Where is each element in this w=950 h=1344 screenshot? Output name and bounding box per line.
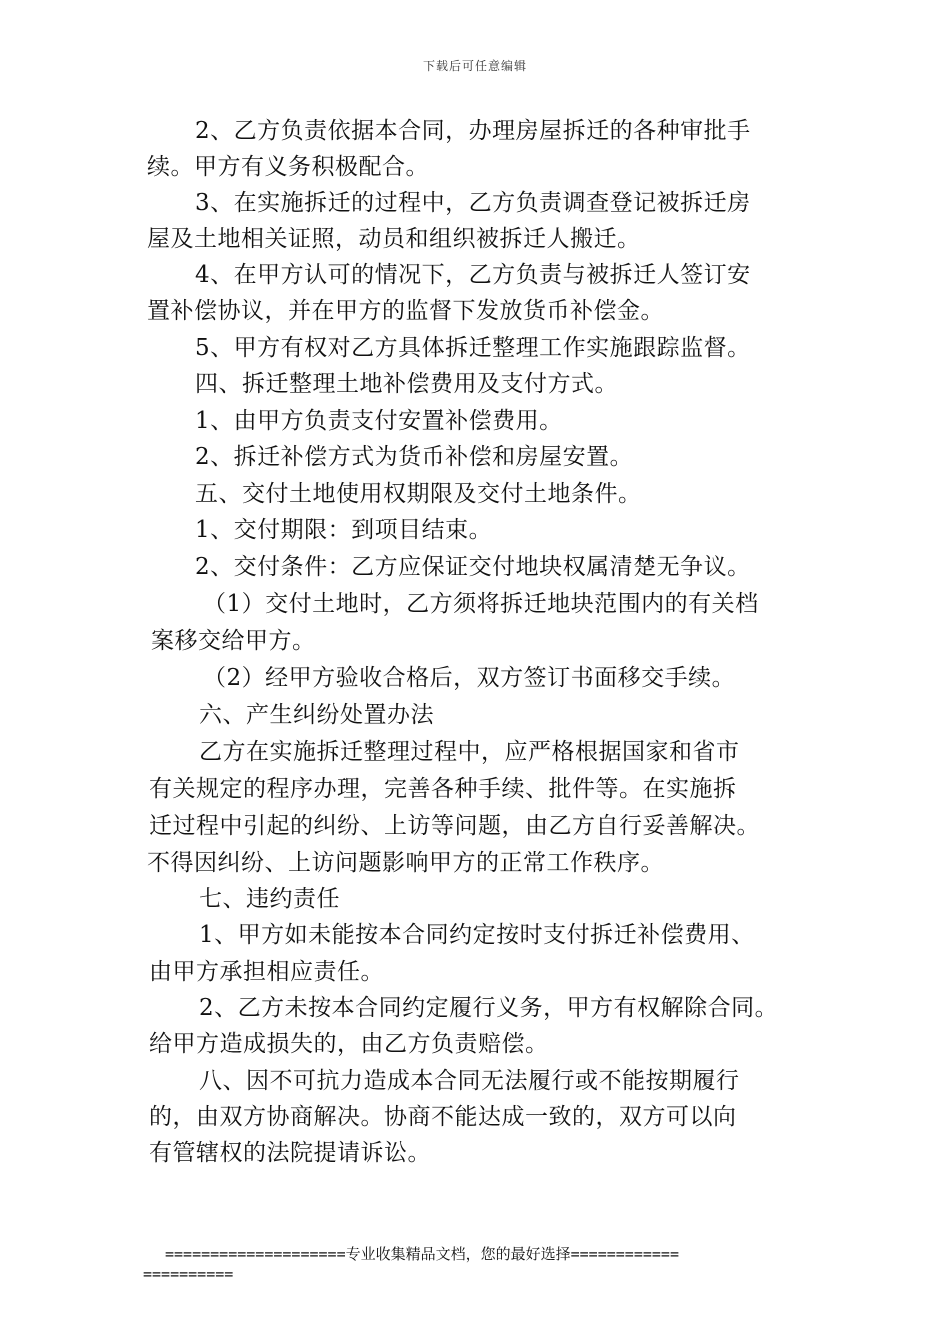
paragraph-line: 3、在实施拆迁的过程中，乙方负责调查登记被拆迁房 bbox=[195, 190, 751, 216]
paragraph-line: 5、甲方有权对乙方具体拆迁整理工作实施跟踪监督。 bbox=[195, 335, 751, 361]
paragraph-line: 不得因纠纷、上访问题影响甲方的正常工作秩序。 bbox=[147, 850, 664, 876]
section-heading: 四、拆迁整理土地补偿费用及支付方式。 bbox=[195, 371, 618, 397]
section-heading: 六、产生纠纷处置办法 bbox=[199, 702, 434, 728]
paragraph-line: （1）交付土地时，乙方须将拆迁地块范围内的有关档 bbox=[203, 591, 759, 617]
paragraph-line: 续。甲方有义务积极配合。 bbox=[147, 154, 429, 180]
paragraph-line: 1、由甲方负责支付安置补偿费用。 bbox=[195, 408, 563, 434]
paragraph-line: 八、因不可抗力造成本合同无法履行或不能按期履行 bbox=[199, 1068, 740, 1094]
paragraph-line: 4、在甲方认可的情况下，乙方负责与被拆迁人签订安 bbox=[195, 262, 751, 288]
paragraph-line: （2）经甲方验收合格后，双方签订书面移交手续。 bbox=[203, 665, 736, 691]
paragraph-line: 置补偿协议，并在甲方的监督下发放货币补偿金。 bbox=[147, 298, 664, 324]
paragraph-line: 2、乙方负责依据本合同，办理房屋拆迁的各种审批手 bbox=[195, 118, 751, 144]
header-note: 下载后可任意编辑 bbox=[422, 59, 527, 73]
paragraph-line: 案移交给甲方。 bbox=[151, 628, 316, 654]
paragraph-line: 1、交付期限：到项目结束。 bbox=[195, 517, 493, 543]
section-heading: 七、违约责任 bbox=[199, 886, 340, 912]
paragraph-line: 2、乙方未按本合同约定履行义务，甲方有权解除合同。 bbox=[199, 995, 779, 1021]
paragraph-line: 迁过程中引起的纠纷、上访等问题，由乙方自行妥善解决。 bbox=[149, 813, 760, 839]
paragraph-line: 由甲方承担相应责任。 bbox=[149, 959, 384, 985]
section-heading: 五、交付土地使用权期限及交付土地条件。 bbox=[195, 481, 642, 507]
paragraph-line: 乙方在实施拆迁整理过程中，应严格根据国家和省市 bbox=[199, 739, 740, 765]
paragraph-line: 有管辖权的法院提请诉讼。 bbox=[149, 1140, 431, 1166]
paragraph-line: 有关规定的程序办理，完善各种手续、批件等。在实施拆 bbox=[149, 776, 737, 802]
footer-banner: ====================专业收集精品文档，您的最好选择============ bbox=[165, 1245, 679, 1263]
paragraph-line: 1、甲方如未能按本合同约定按时支付拆迁补偿费用、 bbox=[199, 922, 755, 948]
paragraph-line: 给甲方造成损失的，由乙方负责赔偿。 bbox=[149, 1031, 549, 1057]
paragraph-line: 2、拆迁补偿方式为货币补偿和房屋安置。 bbox=[195, 444, 634, 470]
footer-banner-continuation: ========== bbox=[143, 1265, 234, 1283]
paragraph-line: 2、交付条件：乙方应保证交付地块权属清楚无争议。 bbox=[195, 554, 751, 580]
paragraph-line: 的，由双方协商解决。协商不能达成一致的，双方可以向 bbox=[149, 1104, 737, 1130]
paragraph-line: 屋及土地相关证照，动员和组织被拆迁人搬迁。 bbox=[147, 226, 641, 252]
